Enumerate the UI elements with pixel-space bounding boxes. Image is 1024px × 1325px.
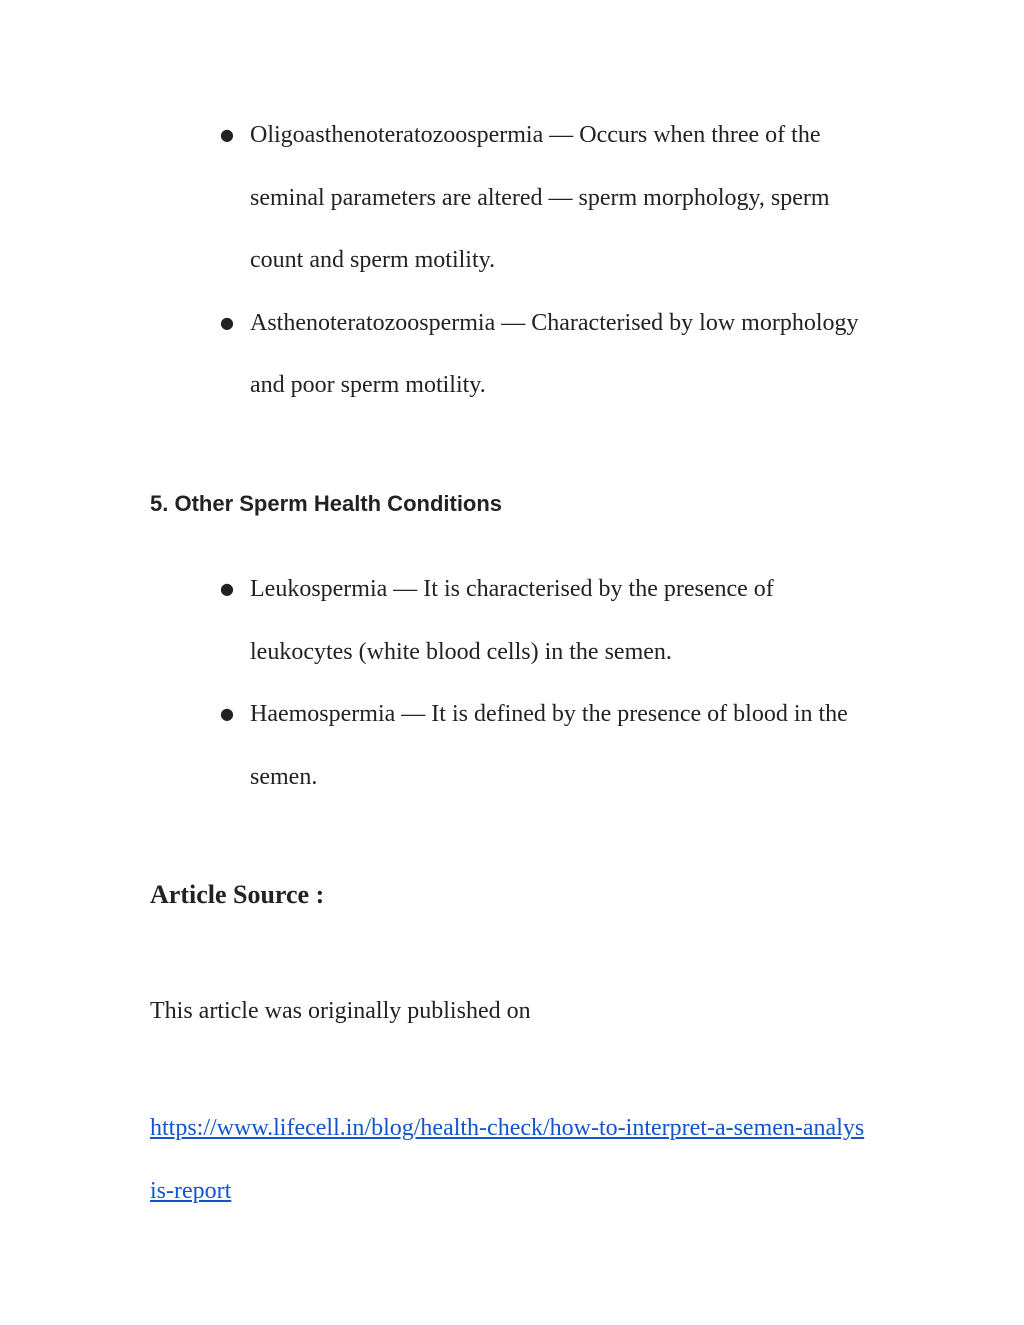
condition-list-2 — [220, 558, 880, 808]
bullet-icon: ● — [220, 704, 234, 723]
condition-list-1 — [220, 104, 880, 417]
article-source-link[interactable]: https://www.lifecell.in/blog/health-check/how-to-interpret-a-semen-analysis-report — [150, 1115, 865, 1204]
list-item — [220, 104, 880, 292]
bullet-icon: ● — [220, 125, 234, 144]
list-item-text: Haemospermia — It is defined by the presence of blood in the semen. — [250, 701, 848, 790]
article-source-heading: Article Source : — [150, 880, 325, 909]
bullet-icon: ● — [220, 312, 234, 332]
section-heading: 5. Other Sperm Health Conditions — [150, 491, 503, 516]
list-item-text: Oligoasthenoteratozoospermia — Occurs when three of the seminal parameters are altered — sperm morphology, sperm count and sperm motility. — [250, 122, 830, 273]
list-item — [220, 292, 880, 417]
list-item-text: Leukospermia — It is characterised by the presence of leukocytes (white blood cells) in the semen. — [250, 576, 774, 665]
list-item — [220, 683, 880, 808]
published-on-text: This article was originally published on — [150, 998, 531, 1024]
bullet-icon: ● — [220, 579, 234, 598]
list-item-text: Asthenoteratozoospermia — Characterised by low morphology and poor sperm motility. — [250, 309, 859, 398]
list-item — [220, 558, 880, 683]
